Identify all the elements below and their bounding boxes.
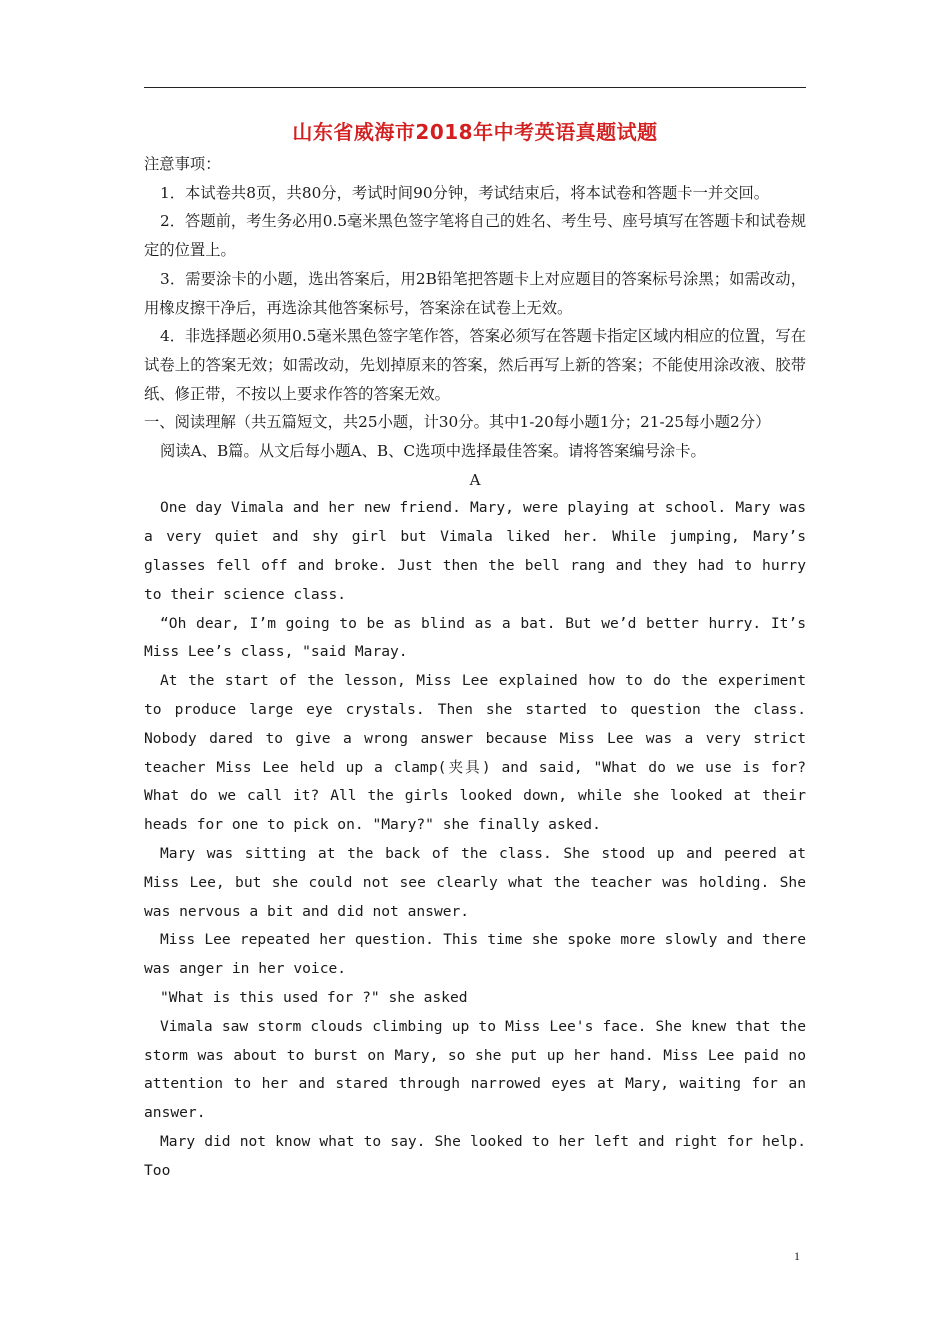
page-title: 山东省威海市2018年中考英语真题试题: [292, 120, 658, 144]
notice-item: 4．非选择题必须用0.5毫米黑色签字笔作答，答案必须写在答题卡指定区域内相应的位置，写在试卷上的答案无效；如需改动，先划掉原来的答案，然后再写上新的答案；不能使用涂改液、胶带纸、修正带，不按以上要求作答的答案无效。: [144, 327, 806, 403]
notice-item: 3．需要涂卡的小题，选出答案后，用2B铅笔把答题卡上对应题目的答案标号涂黑；如需改动，用橡皮擦干净后，再选涂其他答案标号，答案涂在试卷上无效。: [144, 269, 806, 317]
passage-paragraph: “Oh dear, I’m going to be as blind as a bat. But we’d better hurry. It’s Miss Lee’s class, "said Maray.: [144, 614, 806, 661]
passage-paragraph: At the start of the lesson, Miss Lee explained how to do the experiment to produce large eye crystals. Then she started to question the class. Nobody dared to give a wrong answer because Miss Lee was a very strict teacher Miss Lee held up a clamp(夹具) and said, "What do we use is for? What do we call it? All the girls looked down, while she looked at their heads for one to pick on. "Mary?" she finally asked.: [144, 672, 806, 834]
notice-item: 2．答题前，考生务必用0.5毫米黑色签字笔将自己的姓名、考生号、座号填写在答题卡和试卷规定的位置上。: [144, 212, 806, 260]
notice-heading: 注意事项：: [144, 155, 221, 173]
section-heading: 一、阅读理解（共五篇短文，共25小题，计30分。其中1-20每小题1分；21-25每小题2分）: [144, 413, 771, 432]
passage-paragraph: Mary did not know what to say. She looked to her left and right for help. Too: [144, 1132, 806, 1179]
passage-paragraph: One day Vimala and her new friend. Mary, were playing at school. Mary was a very quiet and shy girl but Vimala liked her. While jumping, Mary’s glasses fell off and broke. Just then the bell rang and they had to hurry to their science class.: [144, 499, 806, 603]
document-body: [144, 150, 806, 1186]
page-number: 1: [794, 1249, 800, 1263]
passage-paragraph: Mary was sitting at the back of the class. She stood up and peered at Miss Lee, but she could not see clearly what the teacher was holding. She was nervous a bit and did not answer.: [144, 845, 806, 920]
passage-paragraph: Miss Lee repeated her question. This time she spoke more slowly and there was anger in her voice.: [144, 931, 806, 978]
passage-paragraph: Vimala saw storm clouds climbing up to Miss Lee's face. She knew that the storm was about to burst on Mary, so she put up her hand. Miss Lee paid no attention to her and stared through narrowed eyes at Mary, waiting for an answer.: [144, 1017, 806, 1122]
passage-paragraph: "What is this used for ?" she asked: [160, 988, 468, 1006]
passage-label: A: [469, 470, 481, 489]
instructions: 阅读A、B篇。从文后每小题A、B、C选项中选择最佳答案。请将答案编号涂卡。: [160, 442, 706, 461]
header-rule: [144, 87, 806, 88]
notice-item: 1．本试卷共8页，共80分，考试时间90分钟，考试结束后，将本试卷和答题卡一并交回。: [160, 183, 770, 202]
